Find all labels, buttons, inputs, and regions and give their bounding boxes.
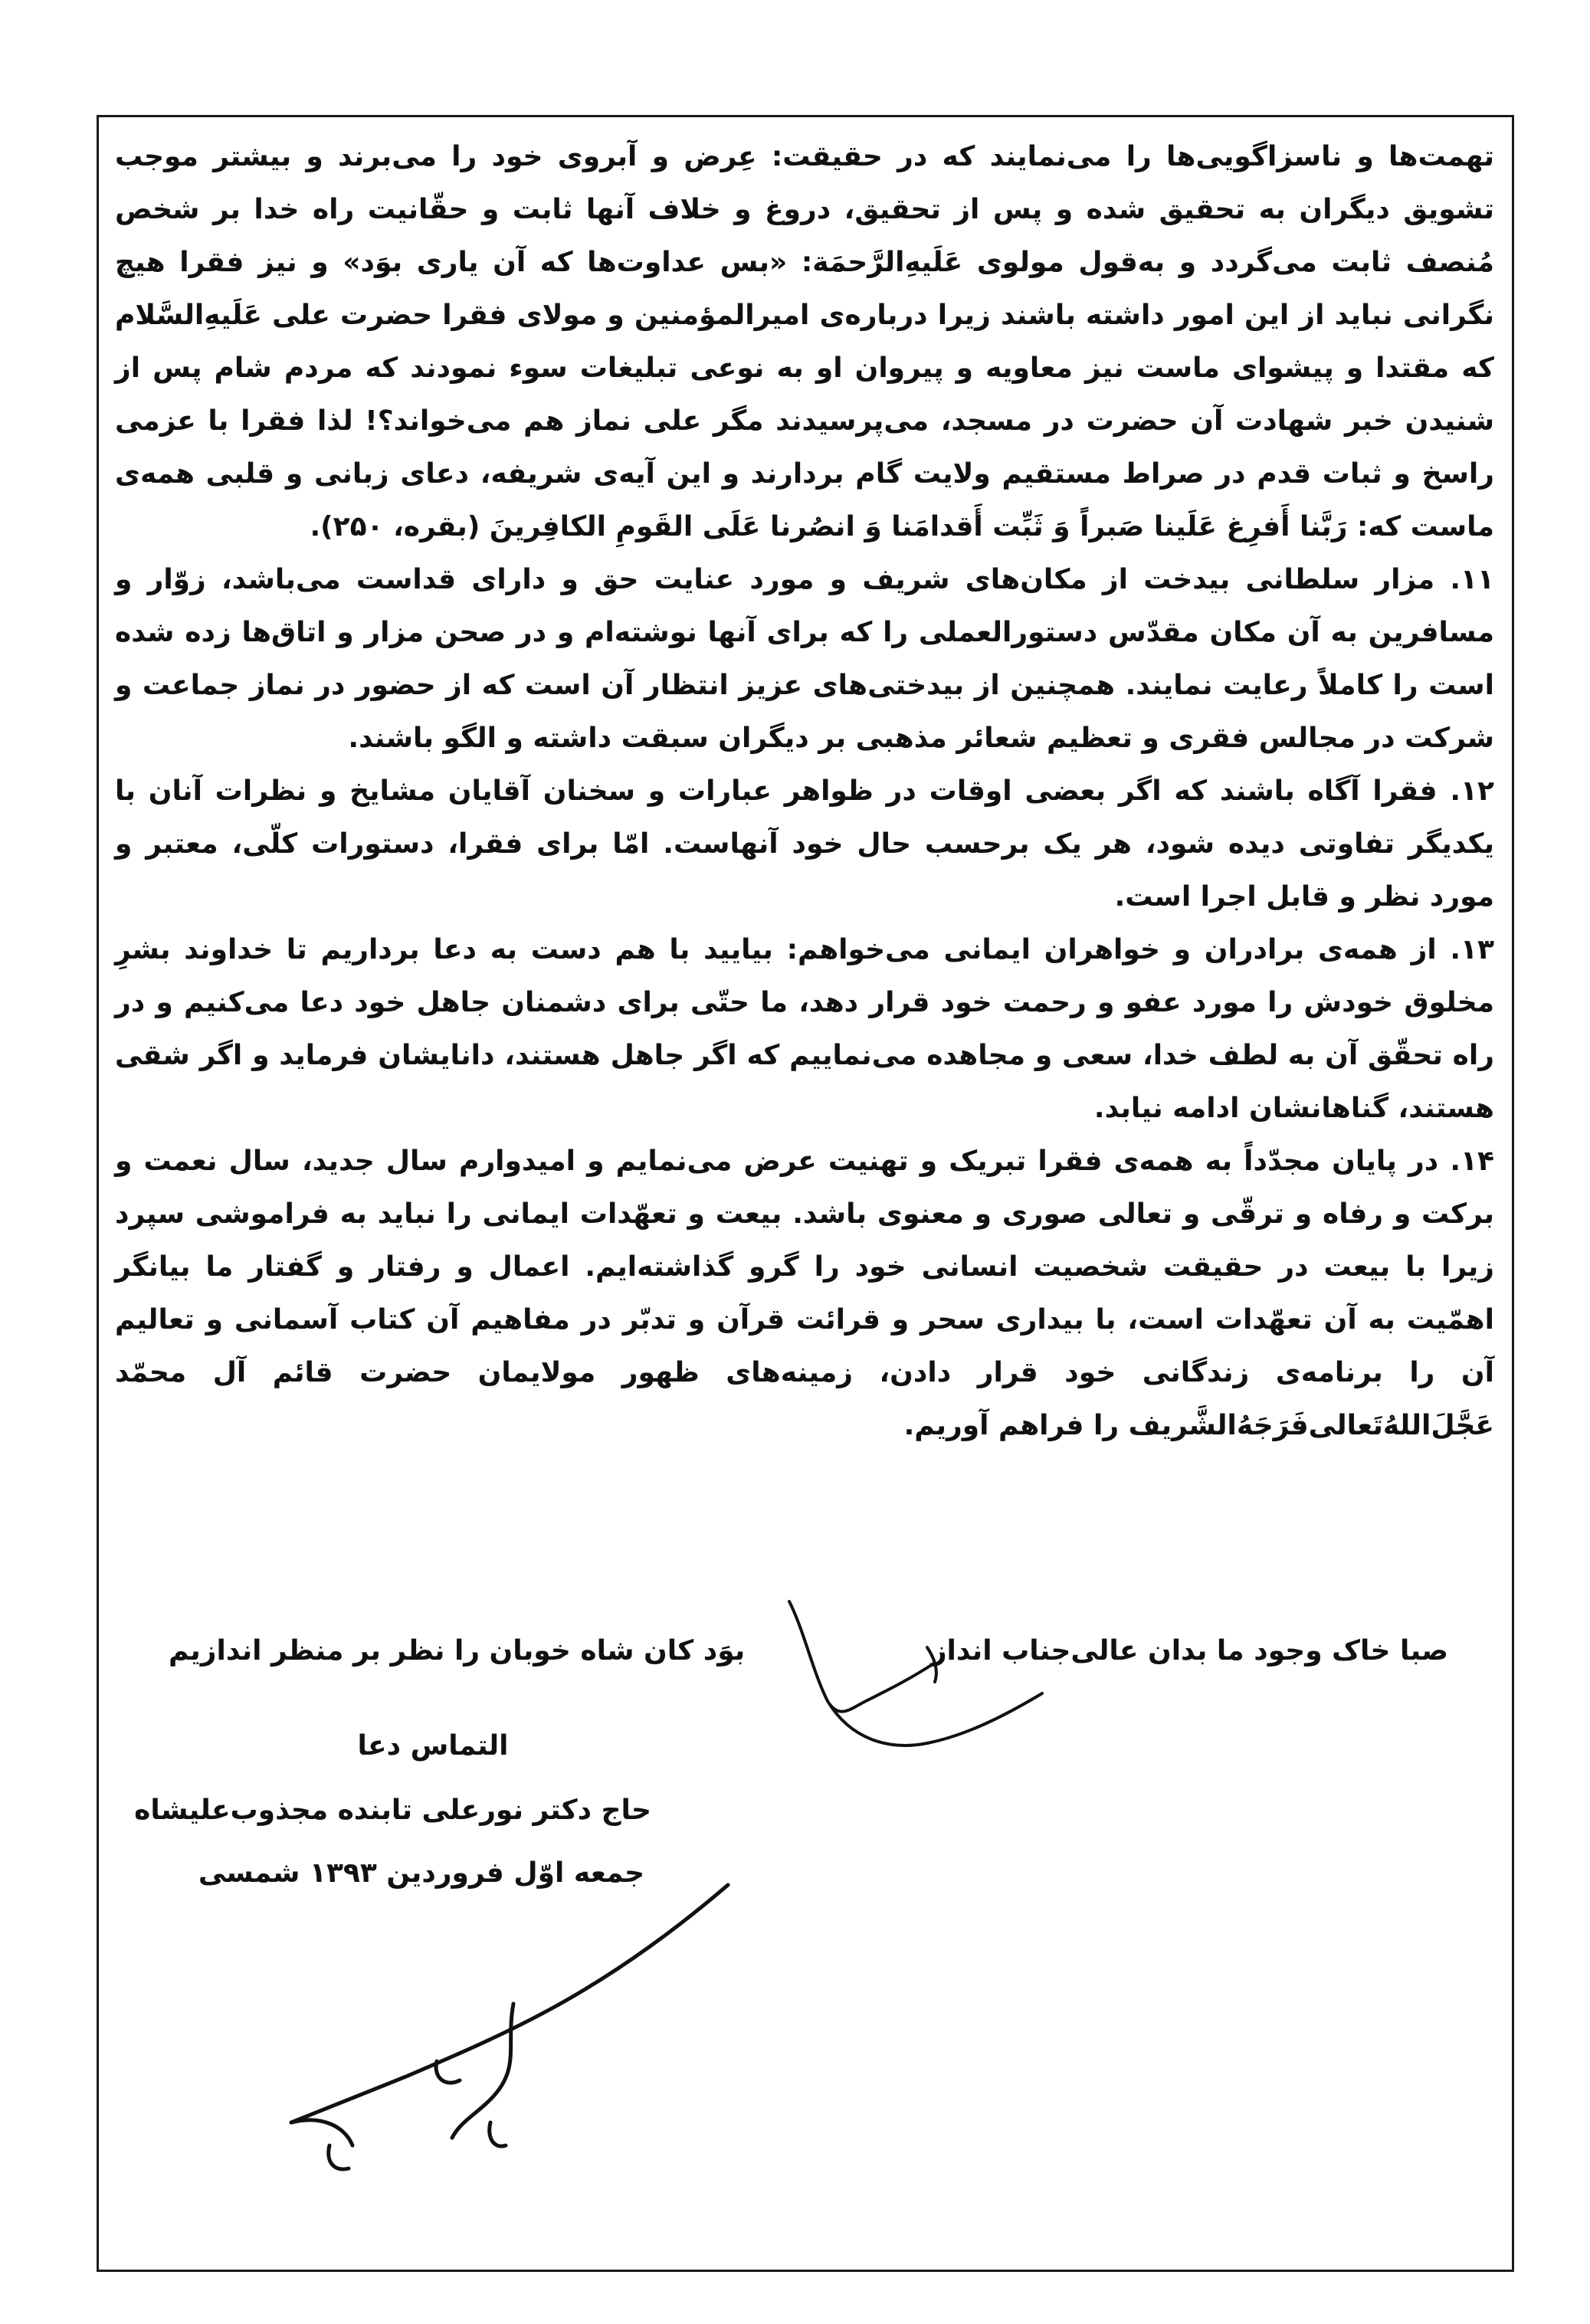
closing-request-prayer: التماس دعا: [357, 1730, 509, 1762]
closing-author-name: حاج دکتر نورعلی تابنده مجذوب‌علیشاه: [134, 1795, 651, 1826]
paragraph-item-14: ۱۴. در پایان مجدّداً به همه‌ی فقرا تبریک و تهنیت عرض می‌نمایم و امیدوارم سال جدید، سال نعمت و برکت و رفاه و ترقّی و تعالی صوری و معنوی باشد. بیعت و تعهّدات ایمانی را نباید به فراموشی سپرد زیرا با بیعت در حقیقت شخصیت انسانی خود را گرو گذاشته‌ایم. اعمال و رفتار و گفتار ما بیانگر اهمّیت به آن تعهّدات است، با بیداری سحر و قرائت قرآن و تدبّر در مفاهیم آن کتاب آسمانی و تعالیم آن را برنامه‌ی زندگانی خود قرار دادن، زمینه‌های ظهور مولایمان حضرت قائم آل محمّد عَجَّلَ‌اللهُ‌تَعالی‌فَرَجَهُ‌الشَّریف را فراهم آوریم.: [115, 1146, 1494, 1441]
letter-body: [115, 130, 1494, 1452]
paragraph-item-12: ۱۲. فقرا آگاه باشند که اگر بعضی اوقات در ظواهر عبارات و سخنان آقایان مشایخ و نظرات آنان با یکدیگر تفاوتی دیده شود، هر یک برحسب حال خود آنهاست. امّا برای فقرا، دستورات کلّی، معتبر و مورد نظر و قابل اجرا است.: [115, 775, 1494, 913]
paragraph-item-13: ۱۳. از همه‌ی برادران و خواهران ایمانی می‌خواهم: بیایید با هم دست به دعا برداریم تا خداوند بشرِ مخلوق خودش را مورد عفو و رحمت خود قرار دهد، ما حتّی برای دشمنان جاهل خود دعا می‌کنیم و در راه تحقّق آن به لطف خدا، سعی و مجاهده می‌نماییم که اگر جاهل هستند، دانایشان فرماید و اگر شقی هستند، گناهانشان ادامه نیابد.: [115, 934, 1494, 1124]
paragraph-intro-continued: تهمت‌ها و ناسزاگویی‌ها را می‌نمایند که در حقیقت: عِرض و آبروی خود را می‌برند و بیشتر موجب تشویق دیگران به تحقیق شده و پس از تحقیق، دروغ و خلاف آنها ثابت و حقّانیت راه خدا بر شخص مُنصف ثابت می‌گردد و به‌قول مولوی عَلَیهِ‌الرَّحمَة: «بس عداوت‌ها که آن یاری بوَد» و نیز فقرا هیچ نگرانی نباید از این امور داشته باشند زیرا درباره‌ی امیرالمؤمنین و مولای فقرا حضرت علی عَلَیهِ‌السَّلام که مقتدا و پیشوای ماست نیز معاویه و پیروان او به نوعی تبلیغات سوء نمودند که مردم شام پس از شنیدن خبر شهادت آن حضرت در مسجد، می‌پرسیدند مگر علی نماز هم می‌خواند؟! لذا فقرا با عزمی راسخ و ثبات قدم در صراط مستقیم ولایت گام بردارند و این آیه‌ی شریفه، دعای زبانی و قلبی همه‌ی ماست که: رَبَّنا أَفرِغ عَلَینا صَبراً وَ ثَبِّت أَقدامَنا وَ انصُرنا عَلَی القَومِ الکافِرینَ (بقره، ۲۵۰).: [115, 141, 1494, 542]
closing-date: جمعه اوّل فروردین ۱۳۹۳ شمسی: [198, 1857, 645, 1889]
poem-second-hemistich: بوَد کان شاه خوبان را نظر بر منظر اندازیم: [169, 1635, 746, 1667]
handwritten-scrawl-mark: [782, 1586, 1057, 1762]
handwritten-signature: [261, 1870, 736, 2191]
poem-first-hemistich: صبا خاک وجود ما بدان عالی‌جناب انداز: [930, 1635, 1448, 1667]
paragraph-item-11: ۱۱. مزار سلطانی بیدخت از مکان‌های شریف و مورد عنایت حق و دارای قداست می‌باشد، زوّار و مسافرین به آن مکان مقدّس دستورالعملی را که برای آنها نوشته‌ام و در صحن مزار و اتاق‌ها زده شده است را کاملاً رعایت نمایند. همچنین از بیدختی‌های عزیز انتظار آن است که از حضور در نماز جماعت و شرکت در مجالس فقری و تعظیم شعائر مذهبی بر دیگران سبقت داشته و الگو باشند.: [115, 564, 1494, 754]
